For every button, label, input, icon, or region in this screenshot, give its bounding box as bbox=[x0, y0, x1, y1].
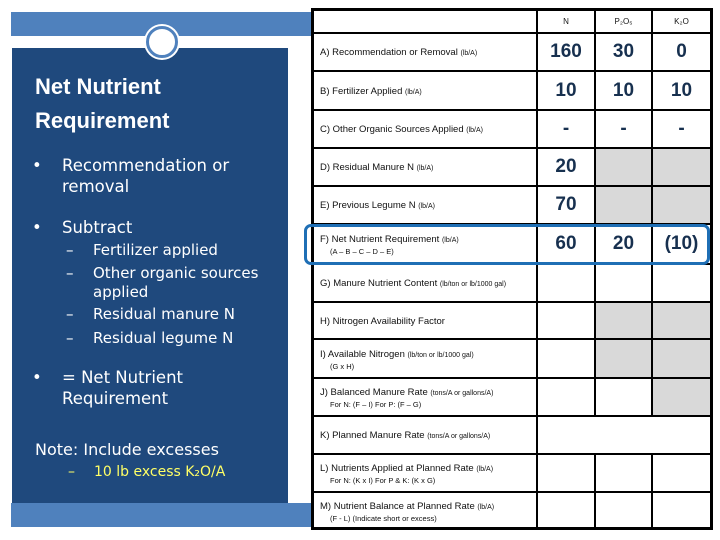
sub-item-text: Other organic sources applied bbox=[93, 264, 259, 301]
value-cell[interactable] bbox=[536, 265, 594, 301]
row-label bbox=[320, 86, 422, 97]
bottom-accent-band bbox=[11, 503, 311, 527]
net-requirement-highlight bbox=[304, 224, 710, 265]
row-unit: (lb/A) bbox=[476, 466, 494, 473]
row-label-text: B) Fertilizer Applied bbox=[320, 85, 403, 97]
value-cell[interactable] bbox=[594, 265, 651, 301]
table-row bbox=[314, 303, 710, 340]
row-unit: (lb/ton or lb/1000 gal) bbox=[439, 281, 507, 288]
value-cell[interactable]: 10 bbox=[651, 72, 710, 109]
value-cell bbox=[651, 303, 710, 338]
column-header: N bbox=[536, 11, 594, 32]
table-row bbox=[314, 493, 710, 530]
bullet-net: • = Net Nutrient Requirement bbox=[32, 368, 183, 408]
note-text: Note: Include excesses bbox=[35, 440, 219, 459]
value-cell[interactable]: 160 bbox=[536, 34, 594, 70]
value-cell bbox=[651, 149, 710, 185]
table-row bbox=[314, 111, 710, 149]
value-cell bbox=[594, 303, 651, 338]
value-cell[interactable]: - bbox=[536, 111, 594, 147]
row-unit: (lb/A) bbox=[441, 237, 459, 244]
column-header: K₂O bbox=[651, 11, 710, 32]
note-item-text: 10 lb excess K₂O/A bbox=[94, 464, 226, 480]
value-cell[interactable]: 10 bbox=[536, 72, 594, 109]
sub-item: – Other organic sources applied bbox=[66, 264, 259, 301]
value-cell[interactable]: 70 bbox=[536, 187, 594, 223]
value-cell-merged[interactable] bbox=[536, 417, 710, 453]
table-header-row bbox=[314, 11, 710, 34]
sub-item-text: Residual legume N bbox=[93, 329, 234, 347]
row-unit: (lb/A) bbox=[418, 203, 435, 210]
table-row bbox=[314, 417, 710, 455]
row-label-text: H) Nitrogen Availability Factor bbox=[320, 315, 445, 327]
value-cell[interactable] bbox=[594, 379, 651, 415]
value-cell[interactable]: 10 bbox=[594, 72, 651, 109]
row-unit: (lb/A) bbox=[466, 127, 483, 134]
value-cell[interactable]: 60 bbox=[536, 225, 594, 263]
row-label-text: E) Previous Legume N bbox=[320, 200, 416, 211]
row-unit: (tons/A or gallons/A) bbox=[430, 390, 494, 397]
row-formula: (A – B – C – D – E) bbox=[330, 247, 394, 256]
value-cell[interactable]: 20 bbox=[594, 225, 651, 263]
row-unit: (tons/A or gallons/A) bbox=[427, 433, 491, 440]
row-unit: (lb/A) bbox=[460, 50, 478, 57]
value-cell bbox=[651, 187, 710, 223]
row-label bbox=[320, 501, 494, 523]
table-row bbox=[314, 340, 710, 379]
value-cell bbox=[651, 340, 710, 377]
value-cell[interactable] bbox=[651, 265, 710, 301]
table-row bbox=[314, 187, 710, 225]
value-cell bbox=[594, 149, 651, 185]
row-label bbox=[320, 124, 483, 135]
circle-ornament bbox=[146, 26, 178, 58]
row-formula: For N: (K x I) For P & K: (K x G) bbox=[330, 476, 436, 485]
row-label-text: L) Nutrients Applied at Planned Rate bbox=[320, 463, 474, 474]
table-row bbox=[314, 455, 710, 493]
row-unit: (lb/A) bbox=[405, 88, 422, 96]
row-formula: For N: (F – I) For P: (F – G) bbox=[330, 400, 422, 409]
row-label-text: D) Residual Manure N bbox=[320, 162, 414, 173]
row-label-text: A) Recommendation or Removal bbox=[320, 47, 458, 58]
value-cell[interactable]: - bbox=[594, 111, 651, 147]
row-label bbox=[320, 316, 445, 327]
bullet-text: Recommendation or removal bbox=[62, 156, 230, 196]
row-unit: (lb/A) bbox=[477, 503, 495, 511]
value-cell[interactable]: 30 bbox=[594, 34, 651, 70]
value-cell[interactable] bbox=[536, 340, 594, 377]
row-label bbox=[320, 200, 435, 211]
table-row bbox=[314, 379, 710, 417]
row-label-text: K) Planned Manure Rate bbox=[320, 430, 425, 441]
row-formula: (F - L) (Indicate short or excess) bbox=[330, 513, 437, 523]
row-label-text: G) Manure Nutrient Content bbox=[320, 278, 438, 289]
row-label bbox=[320, 463, 493, 485]
value-cell bbox=[594, 187, 651, 223]
sub-item: – Fertilizer applied bbox=[66, 241, 218, 259]
row-label-text: C) Other Organic Sources Applied bbox=[320, 124, 464, 135]
row-label bbox=[320, 162, 433, 173]
sub-item-text: Residual manure N bbox=[93, 305, 235, 323]
summary-panel bbox=[12, 48, 288, 503]
row-label bbox=[320, 278, 506, 289]
row-label-text: J) Balanced Manure Rate bbox=[320, 387, 428, 398]
value-cell[interactable] bbox=[594, 493, 651, 530]
sub-item-text: Fertilizer applied bbox=[93, 241, 218, 259]
note-item: – 10 lb excess K₂O/A bbox=[68, 464, 226, 480]
value-cell[interactable]: 20 bbox=[536, 149, 594, 185]
value-cell[interactable] bbox=[536, 455, 594, 491]
row-unit: (lb/ton or lb/1000 gal) bbox=[407, 351, 474, 359]
table-row bbox=[314, 72, 710, 111]
value-cell[interactable]: (10) bbox=[651, 225, 710, 263]
row-label-text: F) Net Nutrient Requirement bbox=[320, 234, 440, 245]
table-row bbox=[314, 34, 710, 72]
row-label bbox=[320, 387, 493, 409]
sub-item: – Residual legume N bbox=[66, 329, 234, 347]
row-formula: (G x H) bbox=[330, 361, 355, 371]
value-cell bbox=[651, 379, 710, 415]
value-cell[interactable] bbox=[536, 303, 594, 338]
table-row bbox=[314, 265, 710, 303]
nutrient-table bbox=[311, 8, 713, 530]
value-cell[interactable]: 0 bbox=[651, 34, 710, 70]
row-unit: (lb/A) bbox=[416, 165, 434, 172]
row-label bbox=[320, 430, 490, 441]
title-line: Net Nutrient bbox=[35, 74, 161, 99]
bullet-text: Subtract bbox=[62, 218, 133, 237]
table-row bbox=[314, 149, 710, 187]
panel-title bbox=[35, 70, 169, 138]
value-cell[interactable] bbox=[536, 493, 594, 530]
value-cell[interactable] bbox=[651, 455, 710, 491]
row-label-text: M) Nutrient Balance at Planned Rate bbox=[320, 500, 475, 512]
row-label bbox=[320, 349, 474, 371]
value-cell bbox=[594, 340, 651, 377]
row-label bbox=[320, 47, 477, 58]
sub-item: – Residual manure N bbox=[66, 305, 235, 323]
value-cell[interactable] bbox=[536, 379, 594, 415]
value-cell[interactable] bbox=[651, 493, 710, 530]
title-line: Requirement bbox=[35, 108, 170, 133]
bullet-text: = Net Nutrient Requirement bbox=[62, 368, 183, 408]
bullet-subtract: • Subtract bbox=[32, 218, 133, 237]
value-cell[interactable]: - bbox=[651, 111, 710, 147]
row-label-text: I) Available Nitrogen bbox=[320, 348, 405, 360]
column-header: P₂O₅ bbox=[594, 11, 651, 32]
value-cell[interactable] bbox=[594, 455, 651, 491]
bullet-recommendation: • Recommendation or removal bbox=[32, 156, 230, 196]
